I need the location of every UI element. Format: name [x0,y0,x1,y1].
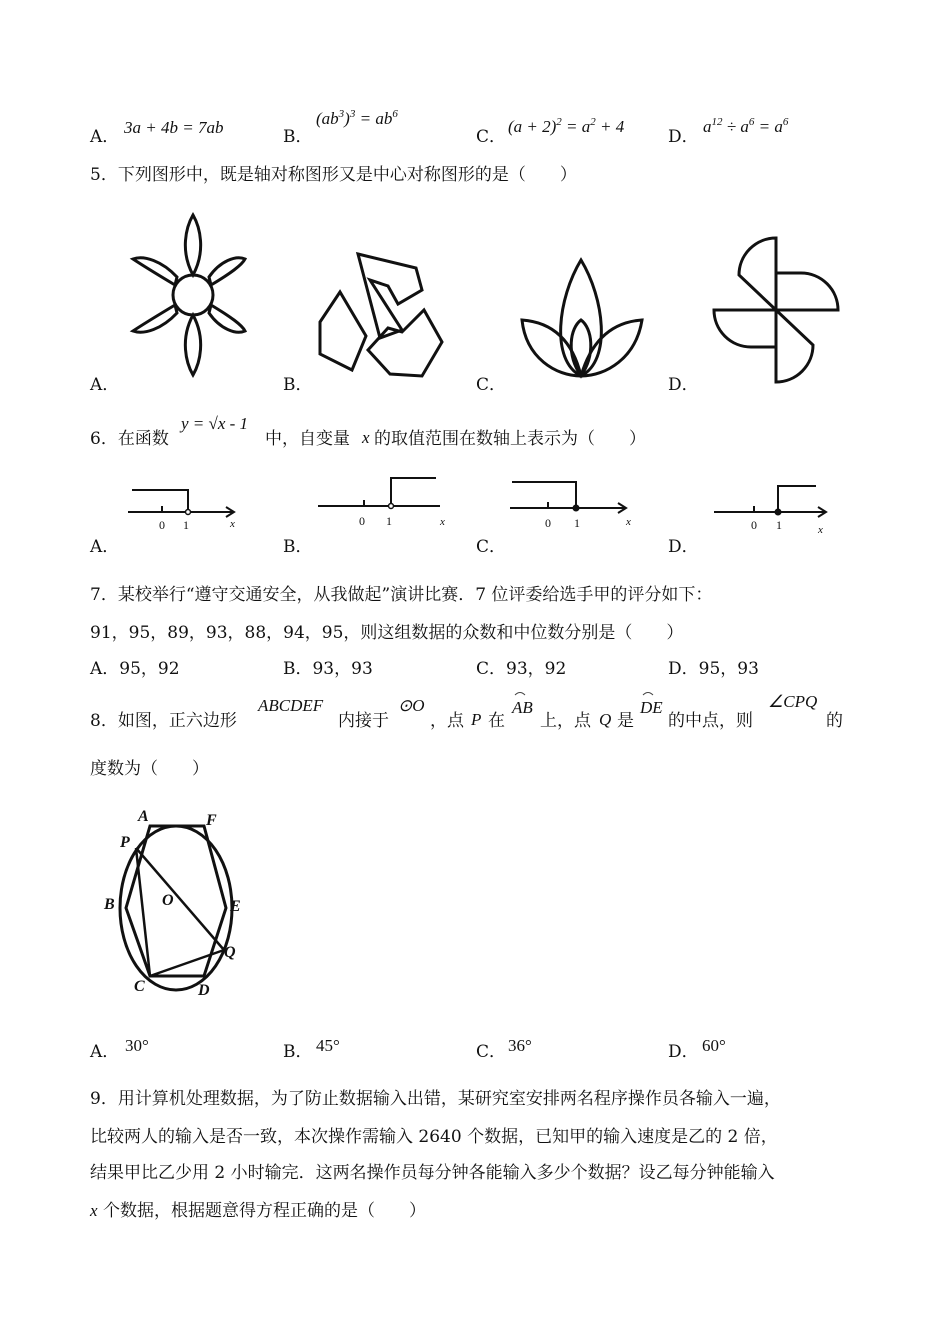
q5-option-a: A． [90,375,120,395]
q6-number-line-d [712,482,838,522]
q5-option-c: C． [476,375,507,395]
q6-variable-x: x [362,428,370,447]
q8-fig-label-o: O [162,892,174,909]
q4-option-b-expr: $(ab^3)^3 = ab^6$ [316,108,398,128]
q9-line2: 比较两人的输入是否一致，本次操作需输入 2640 个数据，已知甲的输入速度是乙的 2 倍， [90,1127,778,1147]
q6-a-tick-0: 0 [159,518,165,532]
q7-option-b: B．93，93 [283,659,373,679]
q6-c-axis-x: x [626,516,631,528]
q6-b-tick-0: 0 [359,514,365,528]
q5-figure-a-flower [130,213,246,379]
q6-b-axis-x: x [440,516,445,528]
q5-stem: 5．下列图形中，既是轴对称图形又是中心对称图形的是（ ） [90,165,577,185]
q8-arc-ab-mark [514,690,526,696]
q8-option-d-value: 60° [702,1036,726,1055]
q8-fig-label-f: F [206,812,217,829]
q8-text-6: 是 [617,711,634,731]
q6-stem-after: 的取值范围在数轴上表示为（ ） [374,429,646,449]
q9-line1: 9．用计算机处理数据，为了防止数据输入出错，某研究室安排两名程序操作员各输入一遍， [90,1089,781,1109]
q6-a-axis-x: x [230,518,235,530]
q8-option-c-value: 36° [508,1036,532,1055]
q5-figure-d-pinwheel [712,236,840,384]
q5-option-d: D． [668,375,699,395]
q9-line3: 结果甲比乙少用 2 小时输完．这两名操作员每分钟各能输入多少个数据？设乙每分钟能输入 [90,1163,775,1183]
q6-b-tick-1: 1 [386,514,392,528]
q7-line1: 7．某校举行“遵守交通安全，从我做起”演讲比赛．7 位评委给选手甲的评分如下： [90,585,713,605]
q7-option-c: C．93，92 [476,659,567,679]
q8-fig-label-c: C [134,978,145,995]
q8-fig-label-d: D [198,982,210,999]
q6-option-a: A． [90,537,120,557]
q4-option-c-expr: $(a + 2)^2 = a^2 + 4$ [508,116,625,136]
q8-fig-label-p: P [120,834,130,851]
q6-c-tick-0: 0 [545,516,551,530]
q8-text-8: 的 [826,711,843,731]
q7-option-d: D．95，93 [668,659,759,679]
q8-arc-de: DE [640,698,663,717]
q8-option-d-label: D． [668,1042,699,1062]
q8-option-b-value: 45° [316,1036,340,1055]
q6-stem-mid: 中，自变量 [265,429,350,449]
q8-circle-o: ⊙O [398,696,425,715]
q8-option-a-label: A． [90,1042,120,1062]
q8-fig-label-a: A [138,808,149,825]
q6-d-tick-1: 1 [776,518,782,532]
q8-text-4: 在 [488,711,505,731]
q4-option-a-label: A． [90,127,120,147]
q8-fig-label-q: Q [224,944,236,961]
q8-text-7: 的中点，则 [668,711,753,731]
q8-hexagon-name: ABCDEF [258,696,324,715]
q4-option-d-expr: $a^{12} \div a^6 = a^6$ [703,116,789,136]
q6-d-tick-0: 0 [751,518,757,532]
q8-text-2: 内接于 [338,711,389,731]
q8-arc-ab: AB [512,698,533,717]
q9-line4: x 个数据，根据题意得方程正确的是（ ） [90,1201,426,1221]
q8-option-c-label: C． [476,1042,507,1062]
q5-figure-b-triangular-arrows [318,250,444,380]
q8-text-5: 上，点 [540,711,591,731]
q4-option-a-expr: 3a + 4b = 7ab [124,118,224,137]
q8-text-1: 8．如图，正六边形 [90,711,237,731]
q8-option-b-label: B． [283,1042,313,1062]
q7-line2: 91，95，89，93，88，94，95，则这组数据的众数和中位数分别是（ ） [90,623,684,643]
q6-option-c: C． [476,537,507,557]
q6-stem-before: 6．在函数 [90,429,169,449]
q7-option-a: A．95，92 [90,659,180,679]
q4-option-c-label: C． [476,127,507,147]
q8-fig-label-e: E [230,898,241,915]
q8-point-p: P [471,710,482,729]
q5-figure-c-lotus [520,258,646,380]
q6-c-tick-1: 1 [574,516,580,530]
q6-number-line-c [508,478,634,518]
q6-formula: y = √x - 1 [181,414,249,433]
q6-number-line-b [316,474,446,514]
q4-option-d-label: D． [668,127,699,147]
q6-option-d: D． [668,537,699,557]
q8-angle-cpq: ∠CPQ [768,692,818,711]
q8-fig-label-b: B [104,896,115,913]
q4-option-b-label: B． [283,127,313,147]
q8-line2: 度数为（ ） [90,759,209,779]
q8-option-a-value: 30° [125,1036,149,1055]
q8-text-3: ，点 [430,711,464,731]
q9-variable-x: x [90,1201,98,1220]
q8-arc-de-mark [642,690,654,696]
q6-a-tick-1: 1 [183,518,189,532]
q6-option-b: B． [283,537,313,557]
q8-point-q: Q [599,710,612,729]
q6-d-axis-x: x [818,524,823,536]
q5-option-b: B． [283,375,313,395]
